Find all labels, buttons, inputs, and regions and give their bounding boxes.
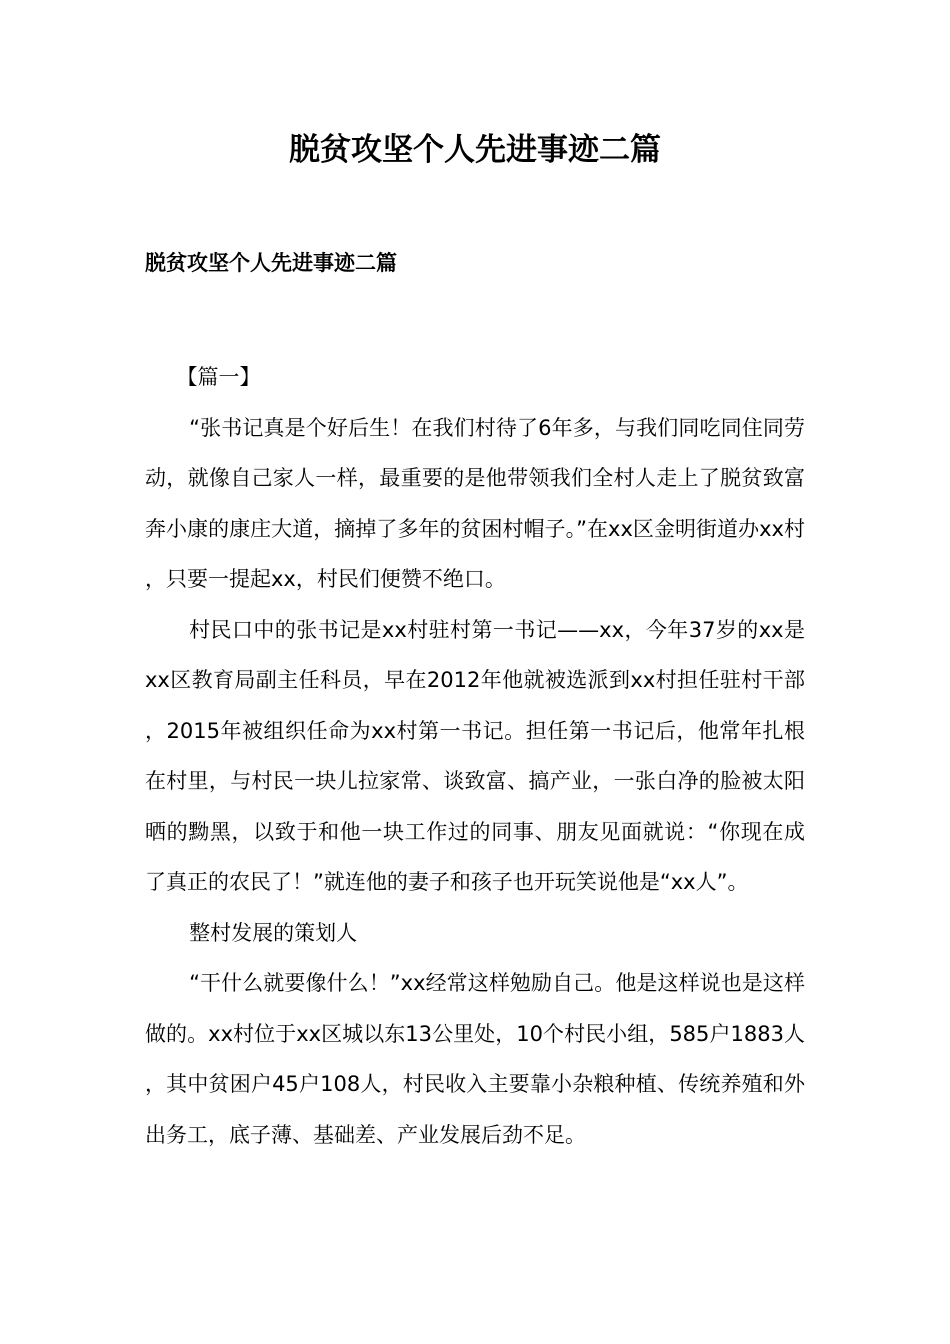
paragraph-3: “干什么就要像什么！”xx经常这样勉励自己。他是这样说也是这样做的。xx村位于xx区城以东13公里处，10个村民小组，585户1883人，其中贫困户45户108人，村民收入主要靠小杂粮种植、传统养殖和外出务工，底子薄、基础差、产业发展后劲不足。 bbox=[145, 971, 805, 1147]
paragraph-2: 村民口中的张书记是xx村驻村第一书记——xx，今年37岁的xx是xx区教育局副主任科员，早在2012年他就被选派到xx村担任驻村干部，2015年被组织任命为xx村第一书记。担任第一书记后，他常年扎根在村里，与村民一块儿拉家常、谈致富、搞产业，一张白净的脸被太阳晒的黝黑，以致于和他一块工作过的同事、朋友见面就说：“你现在成了真正的农民了！”就连他的妻子和孩子也开玩笑说他是“xx人”。 bbox=[145, 617, 805, 894]
section-label: 【篇一】 bbox=[176, 365, 261, 389]
document-body bbox=[145, 352, 805, 1160]
paragraph-1: “张书记真是个好后生！在我们村待了6年多，与我们同吃同住同劳动，就像自己家人一样，最重要的是他带领我们全村人走上了脱贫致富奔小康的康庄大道，摘掉了多年的贫困村帽子。”在xx区金明街道办xx村，只要一提起xx，村民们便赞不绝口。 bbox=[145, 415, 805, 591]
document-title: 脱贫攻坚个人先进事迹二篇 bbox=[289, 132, 661, 168]
document-subtitle: 脱贫攻坚个人先进事迹二篇 bbox=[145, 251, 397, 275]
section-heading: 整村发展的策划人 bbox=[189, 920, 358, 945]
